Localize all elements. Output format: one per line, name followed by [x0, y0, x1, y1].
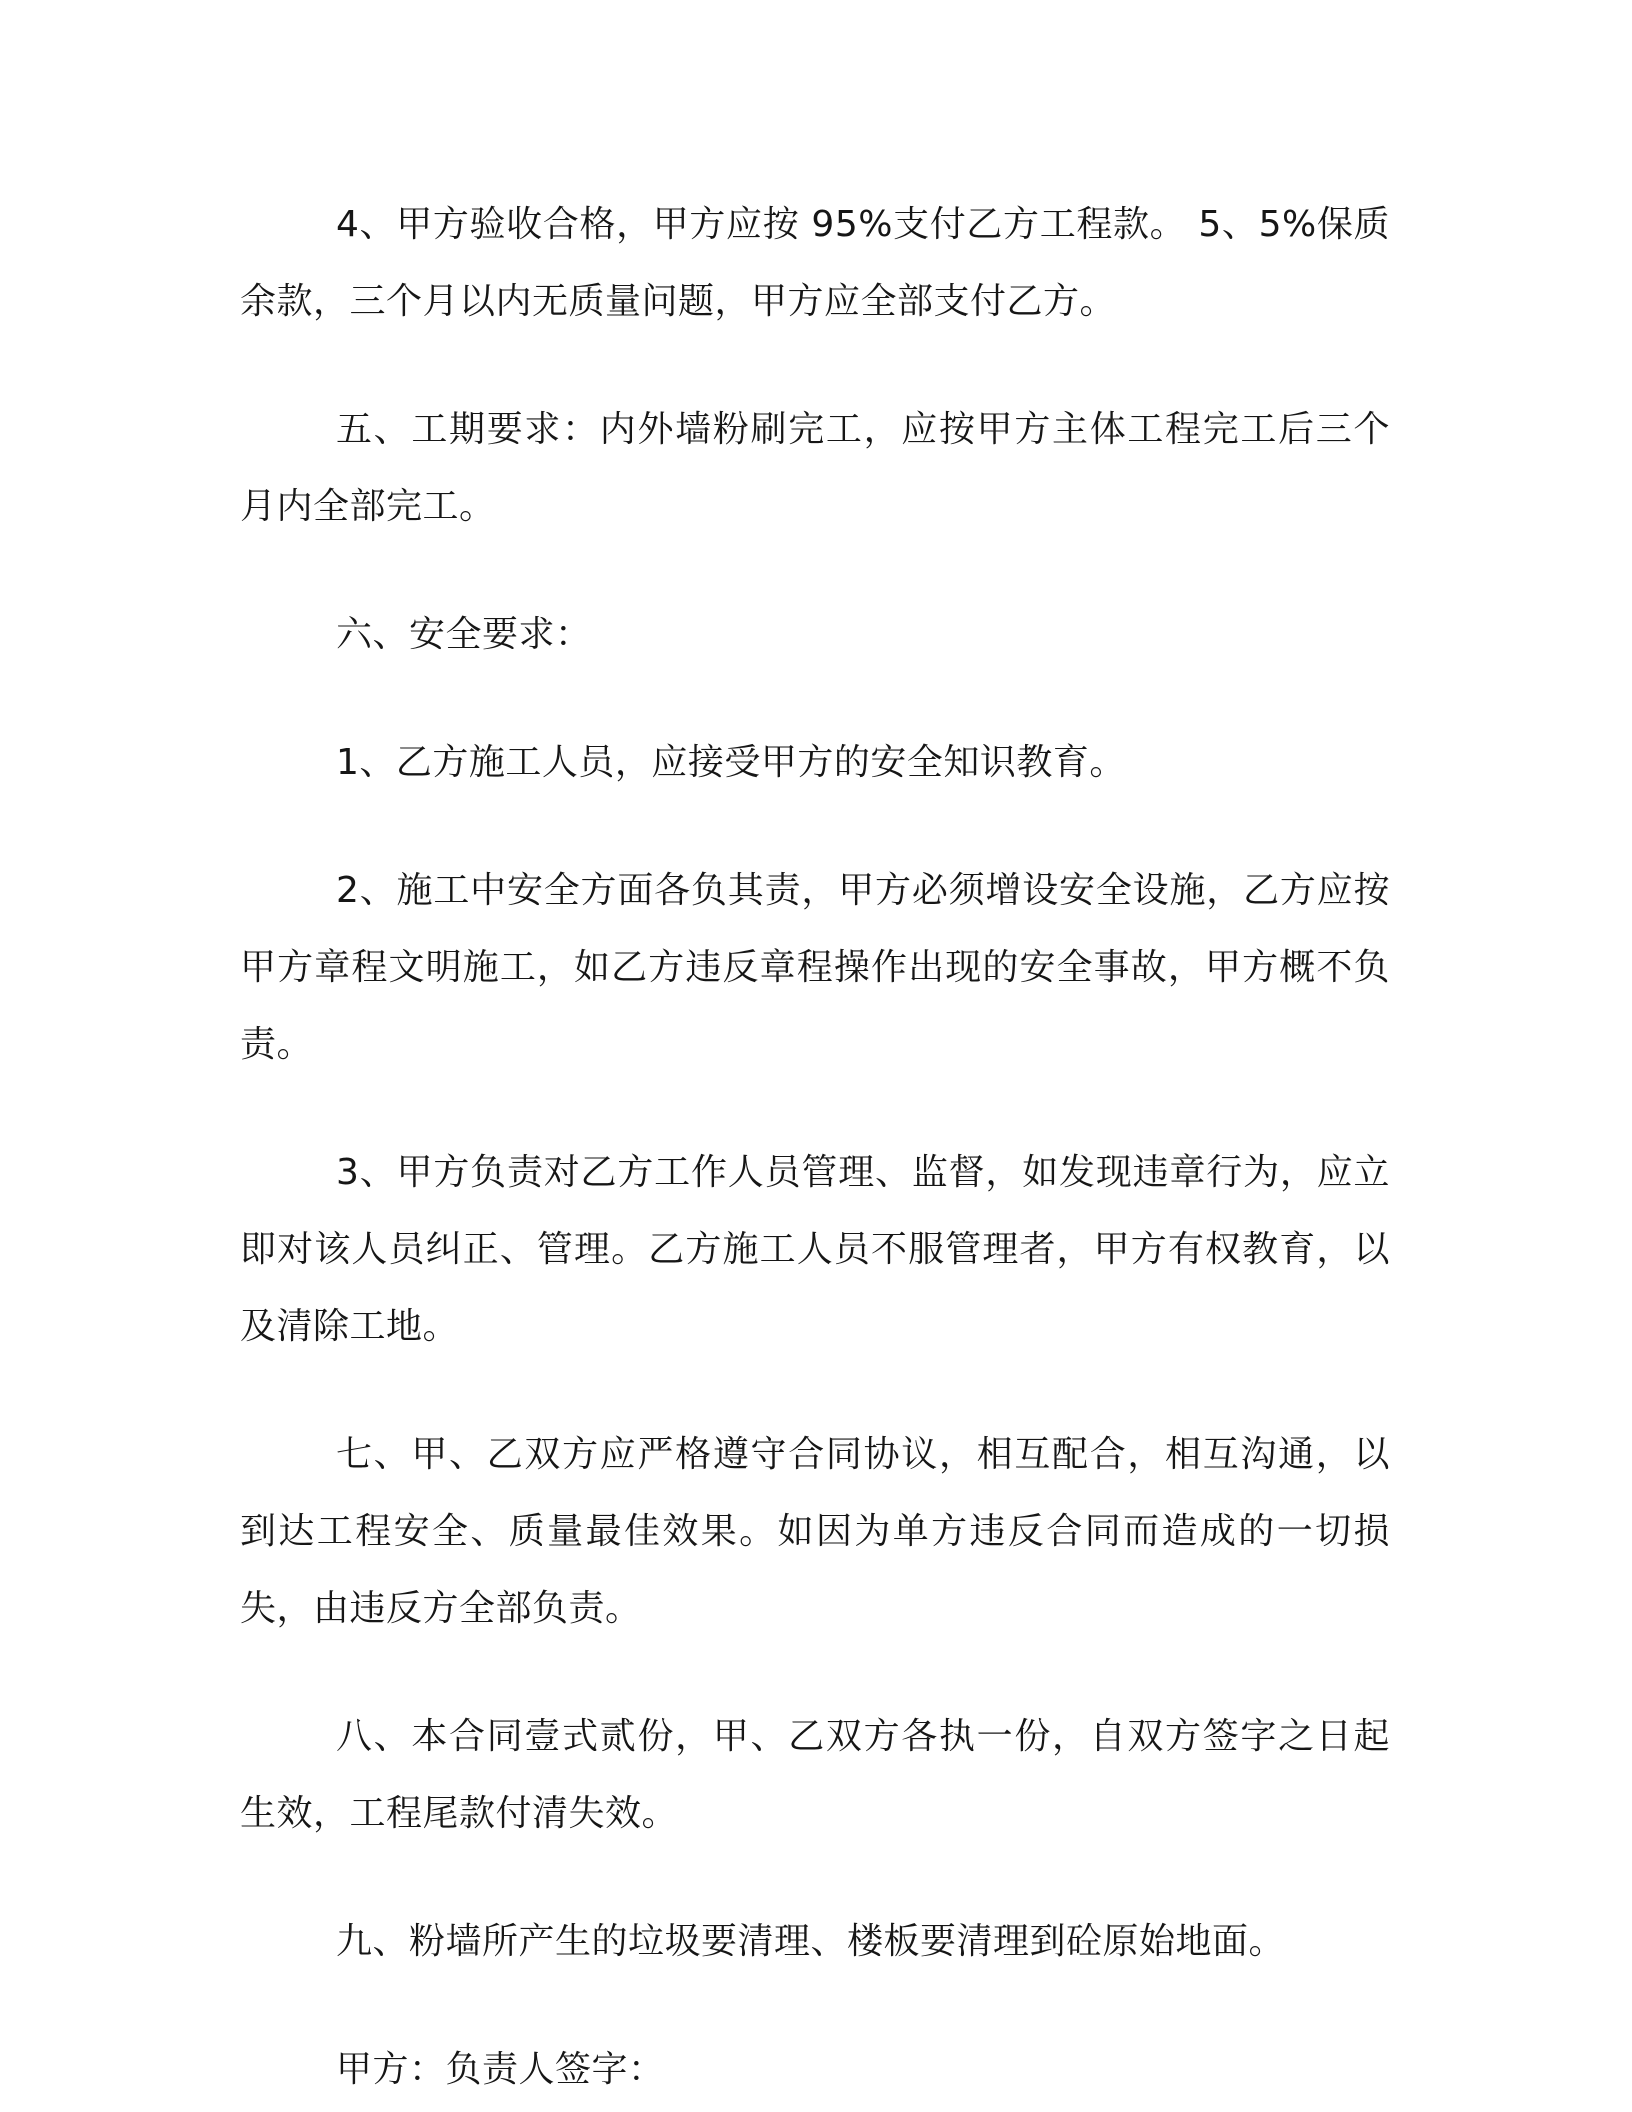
clause-payment-terms: 4、甲方验收合格，甲方应按 95%支付乙方工程款。 5、5%保质余款，三个月以内无质量问题，甲方应全部支付乙方。: [240, 204, 1390, 322]
clause-schedule-requirements: 五、工期要求：内外墙粉刷完工，应按甲方主体工程完工后三个月内全部完工。: [240, 409, 1390, 527]
clause-safety-item-2: 2、施工中安全方面各负其责，甲方必须增设安全设施，乙方应按甲方章程文明施工，如乙方违反章程操作出现的安全事故，甲方概不负责。: [240, 870, 1390, 1065]
clause-safety-item-1: 1、乙方施工人员，应接受甲方的安全知识教育。: [336, 742, 1126, 783]
document-body: [240, 186, 1390, 2108]
clause-cooperation: 七、甲、乙双方应严格遵守合同协议，相互配合，相互沟通，以到达工程安全、质量最佳效果。如因为单方违反合同而造成的一切损失，由违反方全部负责。: [240, 1434, 1390, 1629]
party-a-signature-line: 甲方：负责人签字：: [336, 2049, 665, 2090]
clause-safety-item-3: 3、甲方负责对乙方工作人员管理、监督，如发现违章行为，应立即对该人员纠正、管理。乙方施工人员不服管理者，甲方有权教育，以及清除工地。: [240, 1152, 1390, 1347]
clause-safety-heading: 六、安全要求：: [336, 614, 592, 655]
clause-cleanup: 九、粉墙所产生的垃圾要清理、楼板要清理到砼原始地面。: [336, 1921, 1286, 1962]
clause-contract-copies: 八、本合同壹式贰份，甲、乙双方各执一份，自双方签字之日起生效，工程尾款付清失效。: [240, 1716, 1390, 1834]
